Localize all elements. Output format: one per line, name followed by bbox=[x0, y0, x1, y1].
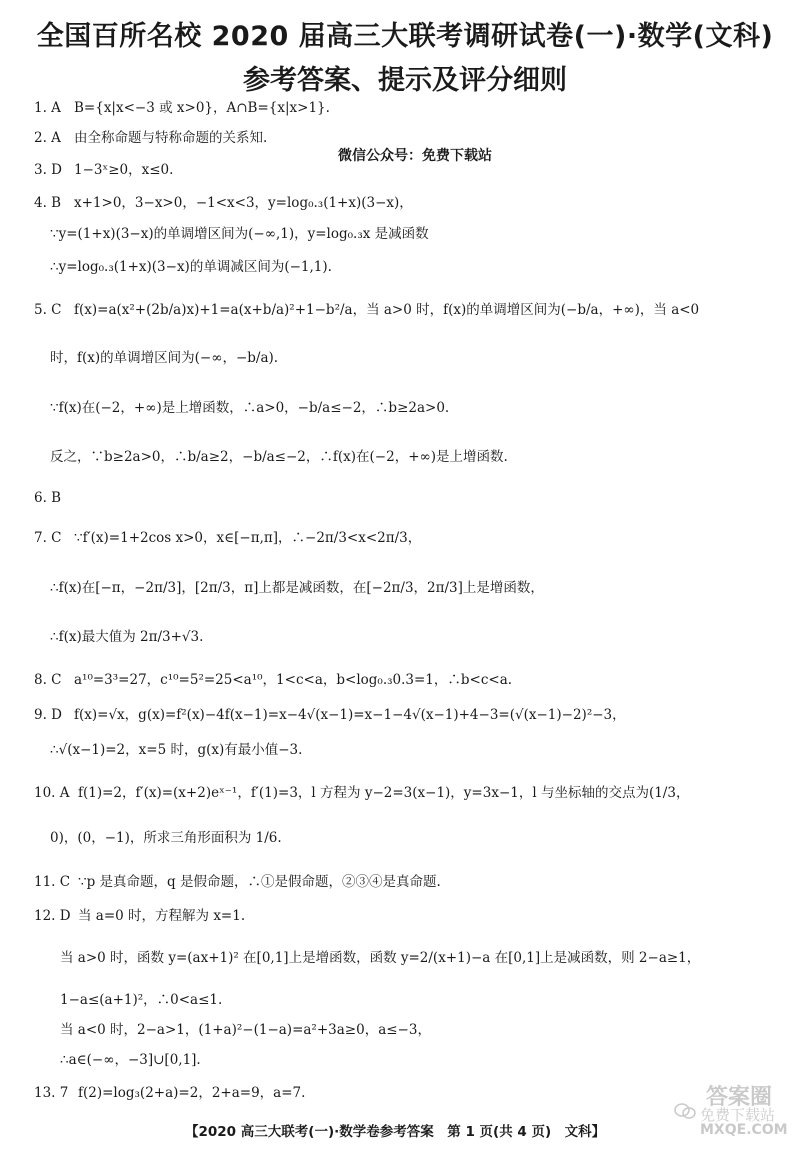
answer-text: ∵f(x)在(−2，+∞)是上增函数，∴a>0，−b/a≤−2，∴b≥2a>0. bbox=[50, 400, 450, 416]
answer-line bbox=[34, 160, 173, 180]
answer-text: f(1)=2，f′(x)=(x+2)eˣ⁻¹，f′(1)=3，l 方程为 y−2=3(x−1)，y=3x−1，l 与坐标轴的交点为(1/3， bbox=[78, 785, 690, 801]
answer-line bbox=[34, 98, 330, 118]
answer-text: B={x|x<−3 或 x>0}，A∩B={x|x>1}. bbox=[74, 100, 330, 116]
answer-text: 当 a>0 时，函数 y=(ax+1)² 在[0,1]上是增函数，函数 y=2/(x+1)−a 在[0,1]上是减函数，则 2−a≥1， bbox=[60, 950, 701, 966]
watermark-brand: 答案圈 bbox=[706, 1085, 773, 1110]
answer-text: ∴f(x)在[−π，−2π/3]，[2π/3，π]上都是减函数，在[−2π/3，2π/3]上是增函数， bbox=[50, 580, 544, 596]
question-number: 5. C bbox=[34, 302, 62, 318]
answer-line bbox=[34, 906, 245, 926]
answer-text: ∴a∈(−∞，−3]∪[0,1]. bbox=[60, 1052, 201, 1068]
answer-line bbox=[34, 1083, 305, 1103]
page-footer: 【2020 高三大联考(一)·数学卷参考答案 第 1 页(共 4 页) 文科】 bbox=[185, 1124, 606, 1140]
answer-line bbox=[50, 398, 449, 418]
question-number: 10. A bbox=[34, 785, 70, 801]
question-number: 8. C bbox=[34, 672, 62, 688]
answer-text: 当 a=0 时，方程解为 x=1. bbox=[78, 908, 246, 924]
answer-text: ∴√(x−1)=2，x=5 时，g(x)有最小值−3. bbox=[50, 742, 303, 758]
answer-text: ∵y=(1+x)(3−x)的单调增区间为(−∞,1)，y=log₀.₃x 是减函数 bbox=[50, 226, 429, 242]
wechat-note: 微信公众号：免费下载站 bbox=[338, 148, 492, 164]
answer-text: f(x)=√x，g(x)=f²(x)−4f(x−1)=x−4√(x−1)=x−1−4√(x−1)+4−3=(√(x−1)−2)²−3， bbox=[74, 707, 626, 723]
question-number: 2. A bbox=[34, 130, 61, 146]
answer-line bbox=[60, 948, 700, 968]
wechat-icon bbox=[674, 1102, 696, 1120]
answer-text: 时，f(x)的单调增区间为(−∞，−b/a). bbox=[50, 350, 279, 366]
question-number: 11. C bbox=[34, 874, 71, 890]
watermark-sub: 免费下载站 bbox=[700, 1106, 776, 1124]
answer-text: 1−a≤(a+1)²，∴0<a≤1. bbox=[60, 992, 223, 1008]
answer-text: ∵p 是真命题，q 是假命题，∴①是假命题，②③④是真命题. bbox=[78, 874, 441, 890]
answer-line bbox=[50, 828, 282, 848]
answer-text: 当 a<0 时，2−a>1，(1+a)²−(1−a)=a²+3a≥0，a≤−3， bbox=[60, 1022, 431, 1038]
answer-text: f(2)=log₃(2+a)=2，2+a=9，a=7. bbox=[78, 1085, 306, 1101]
answer-line bbox=[34, 528, 421, 548]
answer-text: f(x)=a(x²+(2b/a)x)+1=a(x+b/a)²+1−b²/a，当 a>0 时，f(x)的单调增区间为(−b/a，+∞)，当 a<0 bbox=[74, 302, 700, 318]
answer-text: 由全称命题与特称命题的关系知. bbox=[74, 130, 268, 146]
answer-text: 0)，(0，−1)，所求三角形面积为 1/6. bbox=[50, 830, 282, 846]
answer-line bbox=[34, 705, 626, 725]
answer-line bbox=[50, 257, 332, 277]
watermark-site: MXQE.COM bbox=[700, 1122, 788, 1138]
answer-line bbox=[34, 783, 689, 803]
watermark bbox=[670, 1080, 800, 1140]
document-title: 全国百所名校 2020 届高三大联考调研试卷(一)·数学(文科) bbox=[36, 21, 774, 52]
answer-text: 反之，∵b≥2a>0，∴b/a≥2，−b/a≤−2，∴f(x)在(−2，+∞)是上增函数. bbox=[50, 449, 508, 465]
answer-line bbox=[50, 578, 544, 598]
answer-text: ∴f(x)最大值为 2π/3+√3. bbox=[50, 629, 204, 645]
question-number: 12. D bbox=[34, 908, 71, 924]
answer-text: x+1>0，3−x>0，−1<x<3，y=log₀.₃(1+x)(3−x)， bbox=[74, 195, 413, 211]
answer-line bbox=[34, 872, 441, 892]
question-number: 6. B bbox=[34, 490, 62, 506]
document-subtitle: 参考答案、提示及评分细则 bbox=[243, 65, 567, 96]
answer-text: a¹⁰=3³=27，c¹⁰=5²=25<a¹⁰，1<c<a，b<log₀.₃0.3=1，∴b<c<a. bbox=[74, 672, 513, 688]
question-number: 4. B bbox=[34, 195, 62, 211]
answer-line bbox=[34, 128, 267, 148]
answer-line bbox=[50, 224, 429, 244]
answer-line bbox=[60, 1050, 201, 1070]
answer-text: ∴y=log₀.₃(1+x)(3−x)的单调减区间为(−1,1). bbox=[50, 259, 332, 275]
question-number: 13. 7 bbox=[34, 1085, 69, 1101]
answer-line bbox=[50, 348, 278, 368]
answer-line bbox=[50, 740, 302, 760]
answer-line bbox=[50, 627, 203, 647]
question-number: 3. D bbox=[34, 162, 62, 178]
answer-line bbox=[34, 300, 699, 320]
question-number: 9. D bbox=[34, 707, 62, 723]
answer-line bbox=[34, 488, 74, 508]
answer-line bbox=[50, 447, 508, 467]
answer-line bbox=[60, 990, 222, 1010]
answer-line bbox=[34, 670, 512, 690]
answer-text: ∵f′(x)=1+2cos x>0，x∈[−π,π]，∴−2π/3<x<2π/3， bbox=[74, 530, 422, 546]
answer-line bbox=[60, 1020, 431, 1040]
question-number: 1. A bbox=[34, 100, 61, 116]
question-number: 7. C bbox=[34, 530, 62, 546]
answer-line bbox=[34, 193, 413, 213]
answer-text: 1−3ˣ≥0，x≤0. bbox=[74, 162, 174, 178]
